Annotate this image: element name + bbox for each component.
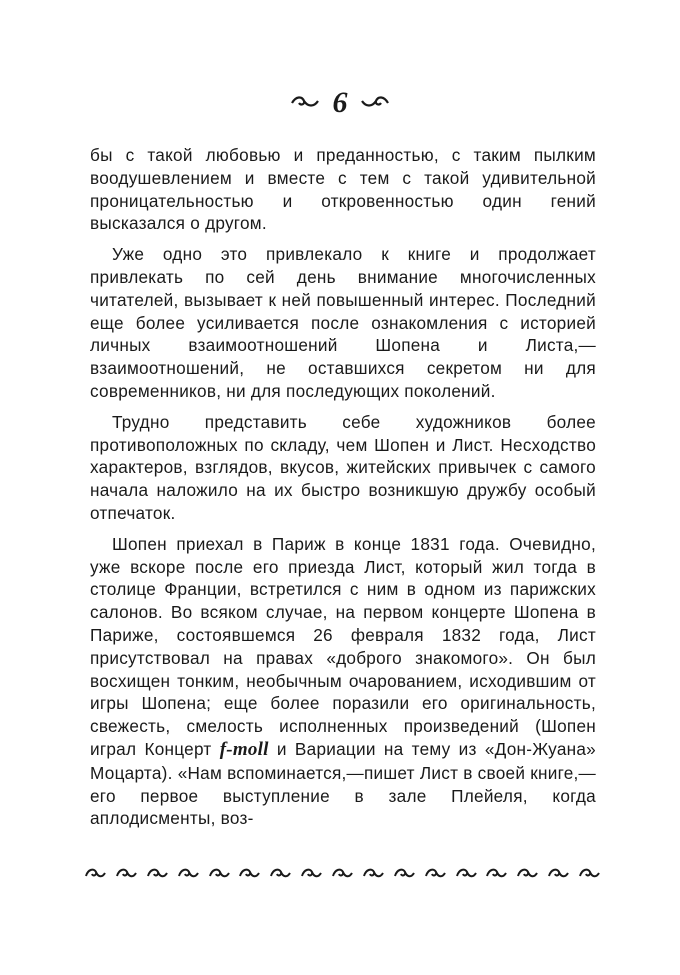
scroll-ornament-icon	[455, 865, 477, 881]
scroll-ornament-icon	[516, 865, 538, 881]
scroll-ornament-icon	[269, 865, 291, 881]
paragraph	[90, 243, 596, 403]
paragraph-text: бы с такой любовью и преданностью, с таким пылким воодушевлением и вместе с тем с такой удивительной проницательностью и откровенностью один гений высказался о другом.	[90, 145, 596, 234]
scroll-ornament-icon	[146, 865, 168, 881]
paragraph	[90, 533, 596, 830]
paragraph-text: Шопен приехал в Париж в конце 1831 года. Очевидно, уже вскоре после его приезда Лист, который жил тогда в столице Франции, встретился с ним в одном из парижских салонов. Во всяком случае, на первом концерте Шопена в Париже, состоявшемся 26 февраля 1832 года, Лист присутствовал на правах «доброго знакомого». Он был восхищен тонким, необычным очарованием, исходившим от игры Шопена; еще более поразили его оригинальность, свежесть, смелость исполненных произведений (Шопен играл Концерт	[90, 533, 596, 759]
body-text	[90, 144, 596, 838]
paragraph-text: Трудно представить себе художников более противоположных по складу, чем Шопен и Лист. Несходство характеров, взглядов, вкусов, житейских привычек с самого начала наложило на их быстро возникшую дружбу особый отпечаток.	[90, 411, 596, 523]
paragraph-text: и Вариации на тему из «Дон-Жуана» Моцарта). «Нам вспоминается,—пишет Лист в своей книге,— его первое выступление в зале Плейеля, когда аплодисменты, воз-	[90, 738, 596, 829]
scroll-ornament-icon	[300, 865, 322, 881]
ornament-left-icon	[290, 87, 320, 119]
page-number: 6	[332, 86, 348, 119]
scroll-ornament-border-icon	[84, 858, 600, 888]
ornament-right-icon	[360, 87, 390, 119]
scroll-ornament-icon	[424, 865, 446, 881]
page-header	[0, 86, 680, 119]
scroll-ornament-icon	[362, 865, 384, 881]
paragraph-text: Уже одно это привлекало к книге и продолжает привлекать по сей день внимание многочисленных читателей, вызывает к ней повышенный интерес. Последний еще более усиливается после ознакомления с историей личных взаимоотношений Шопена и Листа,— взаимоотношений, не оставшихся секретом ни для современников, ни для последующих поколений.	[90, 244, 596, 401]
scroll-ornament-icon	[115, 865, 137, 881]
scroll-ornament-icon	[238, 865, 260, 881]
scroll-ornament-icon	[393, 865, 415, 881]
scroll-ornament-icon	[578, 865, 600, 881]
paragraph	[90, 144, 596, 235]
paragraph	[90, 411, 596, 525]
scroll-ornament-icon	[84, 865, 106, 881]
scroll-ornament-icon	[485, 865, 507, 881]
scroll-ornament-icon	[331, 865, 353, 881]
scroll-ornament-icon	[208, 865, 230, 881]
musical-key: f-moll	[219, 738, 269, 760]
scroll-ornament-icon	[547, 865, 569, 881]
scroll-ornament-icon	[177, 865, 199, 881]
